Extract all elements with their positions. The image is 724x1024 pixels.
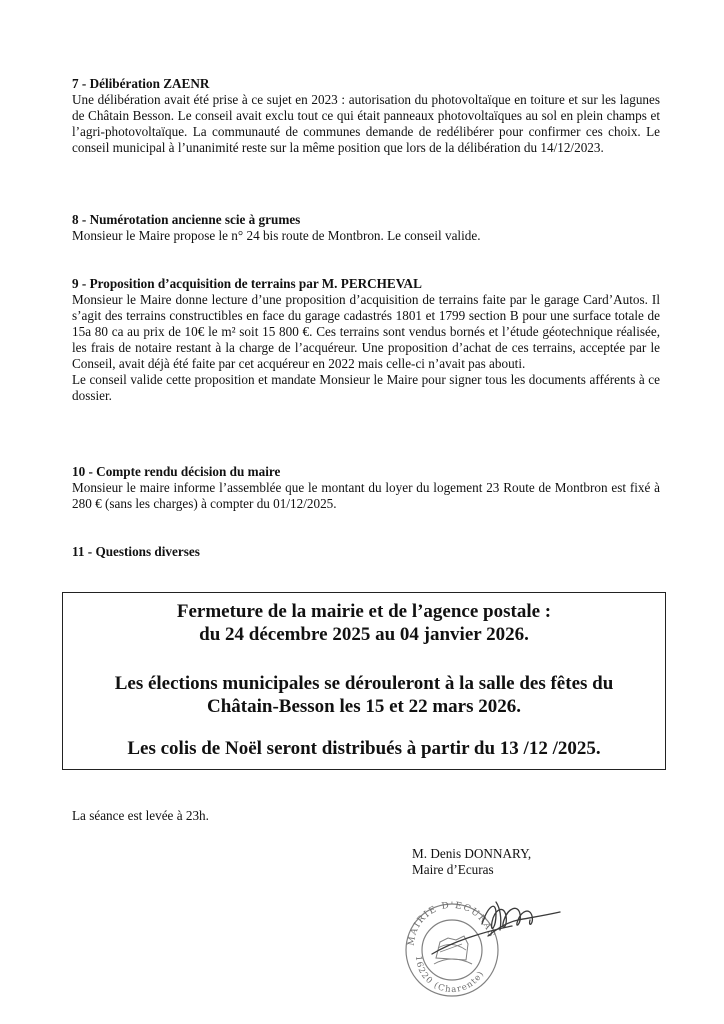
stamp-top-text: MAIRIE D'ECURAS xyxy=(406,900,497,947)
section-heading: 10 - Compte rendu décision du maire xyxy=(72,464,281,479)
stamp-bottom-text: 16220 (Charente) xyxy=(412,955,487,996)
section-text: Monsieur le Maire propose le n° 24 bis route de Montbron. Le conseil valide. xyxy=(72,228,481,243)
section-heading: 9 - Proposition d’acquisition de terrains par M. PERCHEVAL xyxy=(72,276,422,291)
signatory-title: Maire d’Ecuras xyxy=(412,862,494,877)
section-7 xyxy=(72,76,660,156)
section-10 xyxy=(72,464,660,512)
section-8 xyxy=(72,212,660,244)
notice-box xyxy=(62,592,666,770)
section-text: Une délibération avait été prise à ce sujet en 2023 : autorisation du photovoltaïque en toiture et sur les lagunes de Châtain Besson. Le conseil avait exclu tout ce qui était panneaux photovoltaïques au sol en plein champs et l’agri-photovoltaïque. La communauté de communes demande de redélibérer pour confirmer ces choix. Le conseil municipal à l’unanimité reste sur la même position que lors de la délibération du 14/12/2023. xyxy=(72,92,660,155)
section-text: Monsieur le Maire donne lecture d’une proposition d’acquisition de terrains faite par le garage Card’Autos. Il s’agit des terrains constructibles en face du garage cadastrés 1801 et 1799 section B pour une surface totale de 15a 80 ca au prix de 10€ le m² soit 15 800 €. Ces terrains sont vendus bornés et l’étude géotechnique réalisée, les frais de notaire restant à la charge de l’acquéreur. Une proposition d’achat de ces terrains, acceptée par le Conseil, avait déjà été faite par cet acquéreur en 2022 mais celle-ci n’avait pas abouti. xyxy=(72,292,660,371)
section-heading: 11 - Questions diverses xyxy=(72,544,200,559)
notice-closure xyxy=(63,600,665,646)
notice-line: Les élections municipales se dérouleront à la salle des fêtes du xyxy=(114,673,614,694)
signatory-block xyxy=(412,846,531,878)
notice-line: Les colis de Noël seront distribués à partir du 13 /12 /2025. xyxy=(127,738,601,759)
section-text-2: Le conseil valide cette proposition et mandate Monsieur le Maire pour signer tous les documents afférents à ce dossier. xyxy=(72,372,660,403)
closing-line: La séance est levée à 23h. xyxy=(72,808,209,823)
section-heading: 8 - Numérotation ancienne scie à grumes xyxy=(72,212,301,227)
signatory-name: M. Denis DONNARY, xyxy=(412,846,532,861)
notice-line: Châtain-Besson les 15 et 22 mars 2026. xyxy=(206,696,522,717)
notice-line: Fermeture de la mairie et de l’agence postale : xyxy=(176,601,552,622)
notice-line: du 24 décembre 2025 au 04 janvier 2026. xyxy=(199,624,529,645)
mairie-stamp-and-signature xyxy=(392,884,562,1004)
notice-christmas xyxy=(63,737,665,760)
section-heading: 7 - Délibération ZAENR xyxy=(72,76,210,91)
section-11 xyxy=(72,544,660,560)
section-9 xyxy=(72,276,660,404)
section-text: Monsieur le maire informe l’assemblée que le montant du loyer du logement 23 Route de Montbron est fixé à 280 € (sans les charges) à compter du 01/12/2025. xyxy=(72,480,660,511)
notice-elections xyxy=(63,672,665,718)
